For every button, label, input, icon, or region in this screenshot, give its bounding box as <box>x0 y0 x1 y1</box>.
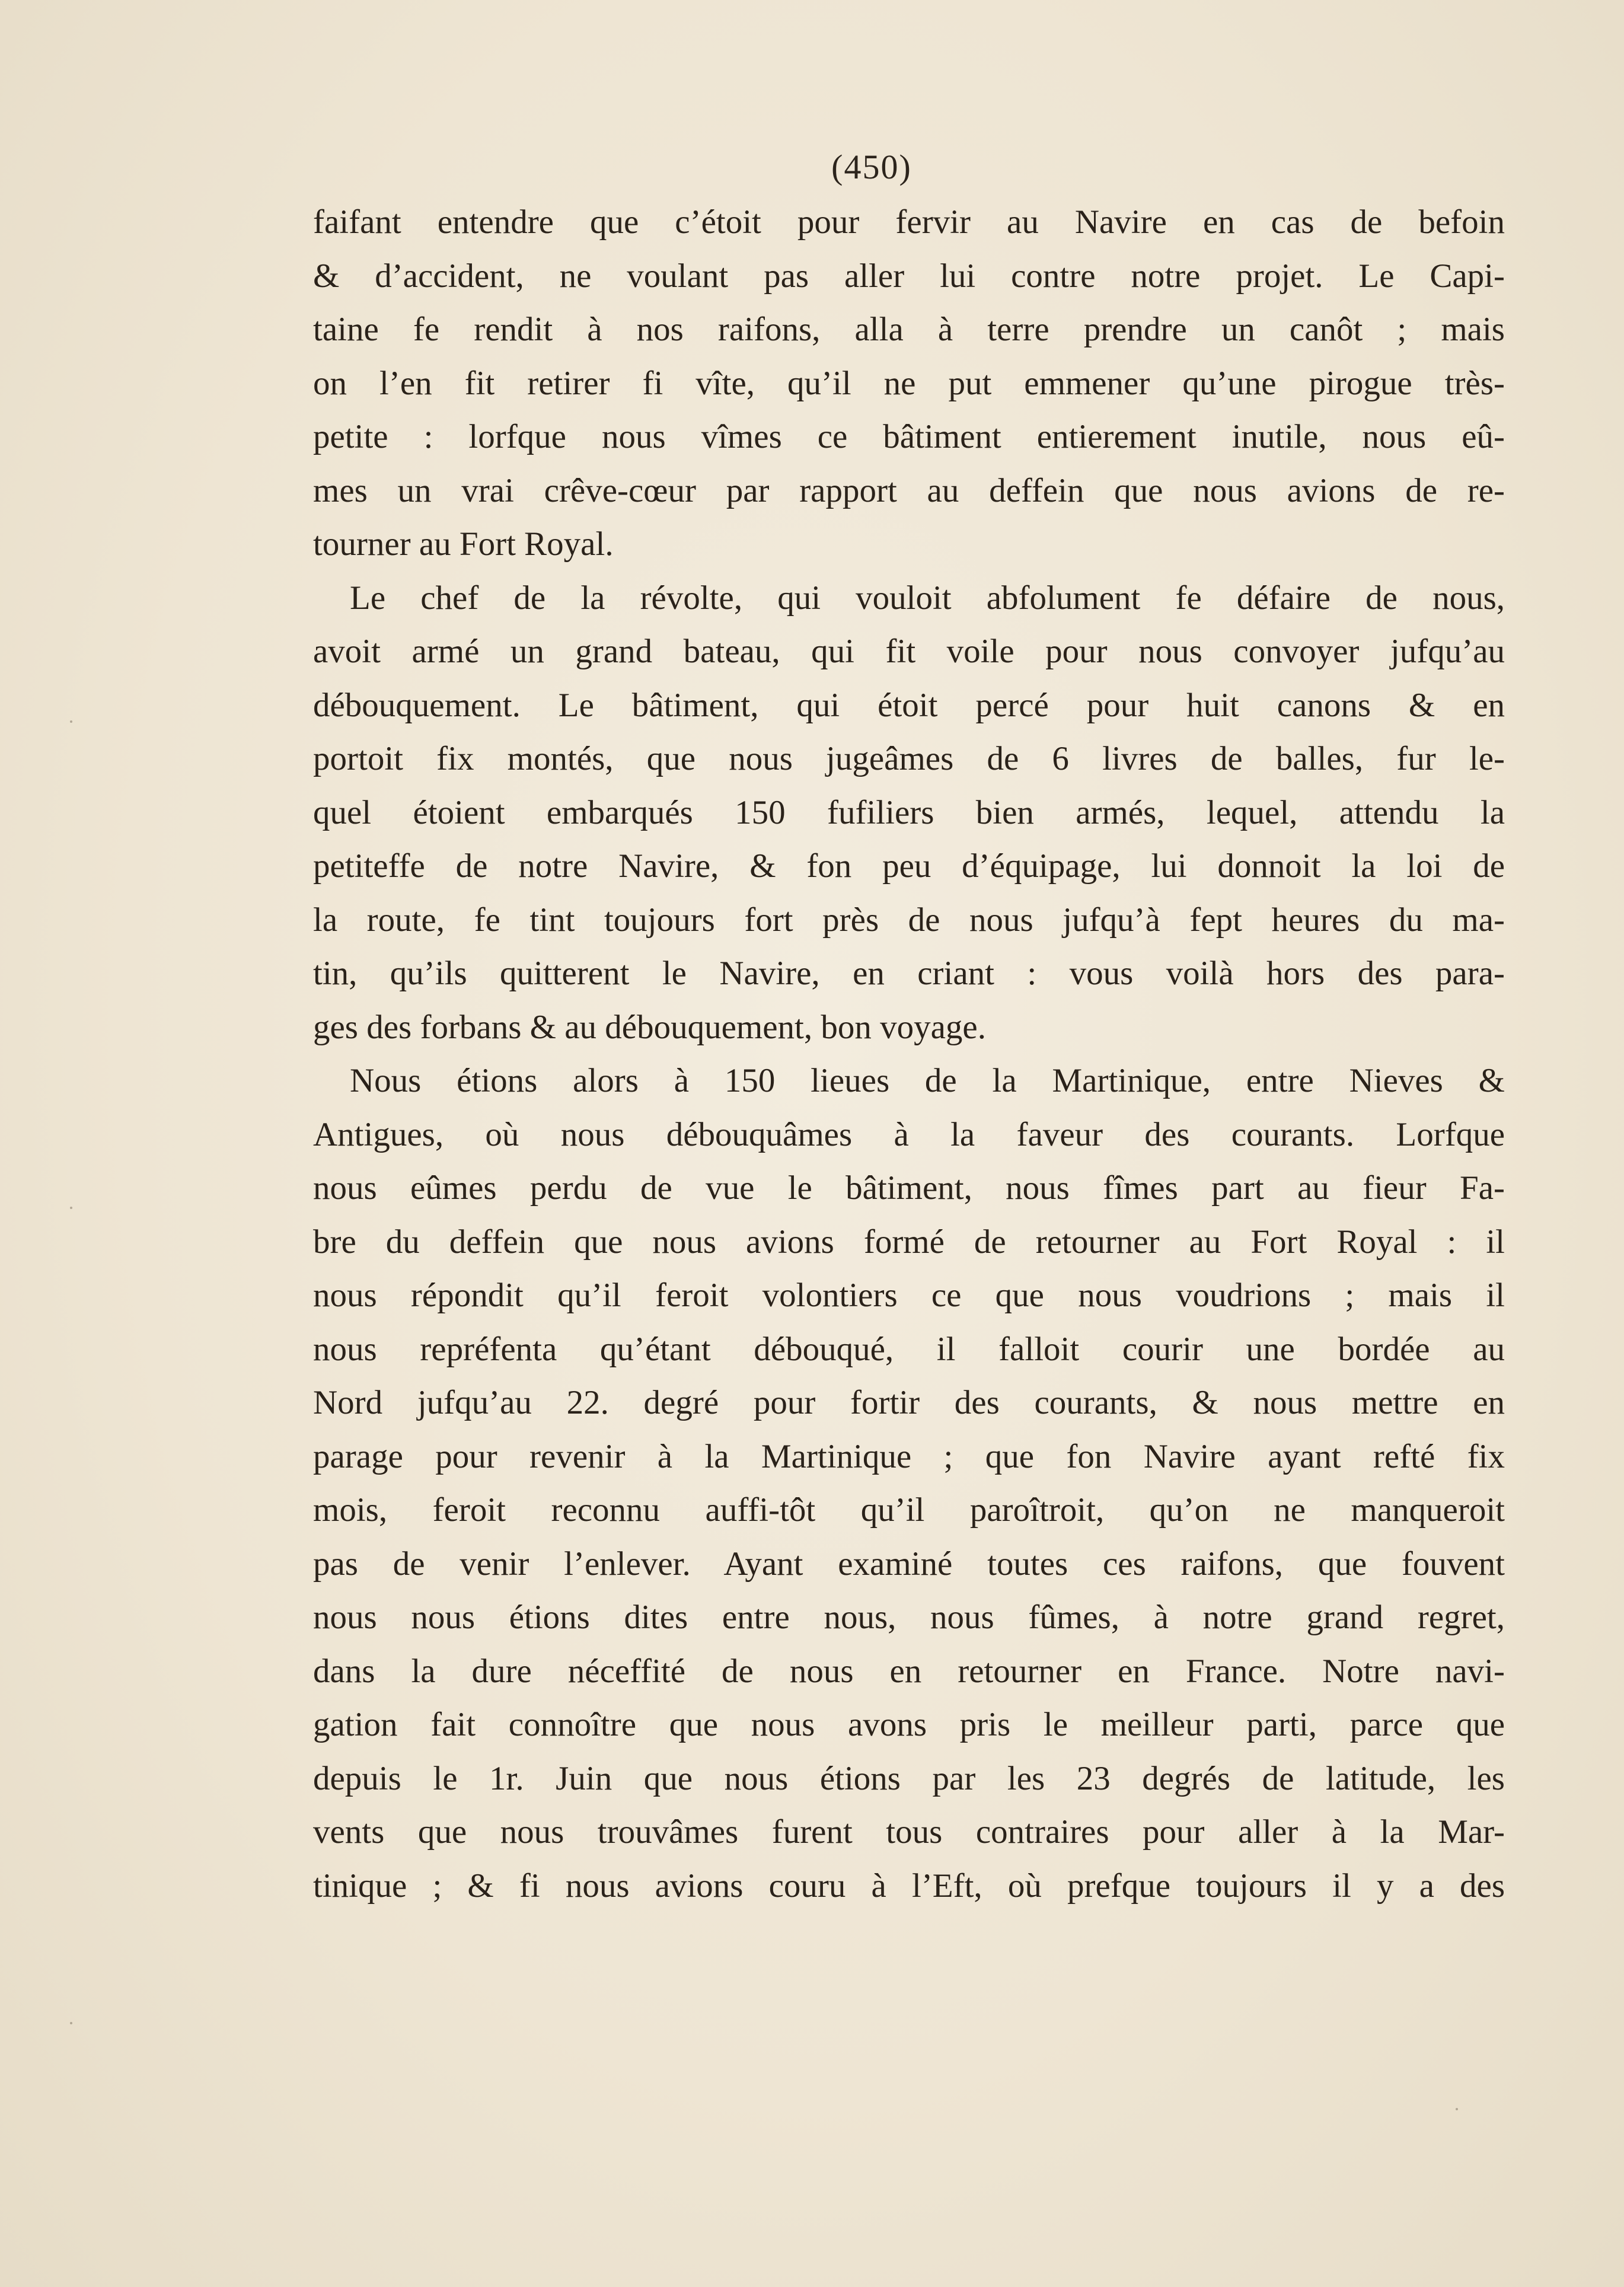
page-number: (450) <box>831 148 912 186</box>
text-line: Nous étions alors à 150 lieues de la Martinique, entre Nieves & <box>350 1062 1505 1099</box>
text-line: Nord jufqu’au 22. degré pour fortir des courants, & nous mettre en <box>313 1384 1505 1421</box>
text-line: faifant entendre que c’étoit pour fervir au Navire en cas de befoin <box>313 203 1505 241</box>
text-line: petiteffe de notre Navire, & fon peu d’équipage, lui donnoit la loi de <box>313 847 1505 885</box>
text-line: parage pour revenir à la Martinique ; que fon Navire ayant refté fix <box>313 1437 1505 1475</box>
text-line: nous répondit qu’il feroit volontiers ce que nous voudrions ; mais il <box>313 1277 1505 1314</box>
text-line: mes un vrai crêve-cœur par rapport au deffein que nous avions de re- <box>313 471 1505 509</box>
paper-speck <box>70 1207 72 1209</box>
text-line: débouquement. Le bâtiment, qui étoit percé pour huit canons & en <box>313 686 1505 724</box>
text-line: depuis le 1r. Juin que nous étions par les 23 degrés de latitude, les <box>313 1759 1505 1797</box>
text-line: & d’accident, ne voulant pas aller lui contre notre projet. Le Capi- <box>313 257 1505 295</box>
text-line: nous nous étions dites entre nous, nous fûmes, à notre grand regret, <box>313 1599 1505 1636</box>
text-line: tin, qu’ils quitterent le Navire, en criant : vous voilà hors des para- <box>313 955 1505 992</box>
body-text <box>313 196 1505 1913</box>
text-line: la route, fe tint toujours fort près de nous jufqu’à fept heures du ma- <box>313 901 1505 939</box>
text-line: ges des forbans & au débouquement, bon voyage. <box>313 1008 986 1046</box>
text-line: nous eûmes perdu de vue le bâtiment, nous fîmes part au fieur Fa- <box>313 1169 1505 1207</box>
paper-speck <box>70 2022 72 2024</box>
text-line: nous repréfenta qu’étant débouqué, il falloit courir une bordée au <box>313 1330 1505 1368</box>
text-line: tourner au Fort Royal. <box>313 525 614 563</box>
text-line: mois, feroit reconnu auffi-tôt qu’il paroîtroit, qu’on ne manqueroit <box>313 1491 1505 1529</box>
text-line: Le chef de la révolte, qui vouloit abfolument fe défaire de nous, <box>350 579 1505 617</box>
text-line: tinique ; & fi nous avions couru à l’Eft, où prefque toujours il y a des <box>313 1867 1505 1905</box>
text-line: pas de venir l’enlever. Ayant examiné toutes ces raifons, que fouvent <box>313 1545 1505 1583</box>
text-line: quel étoient embarqués 150 fufiliers bien armés, lequel, attendu la <box>313 793 1505 831</box>
text-line: Antigues, où nous débouquâmes à la faveur des courants. Lorfque <box>313 1115 1505 1153</box>
text-line: bre du deffein que nous avions formé de retourner au Fort Royal : il <box>313 1223 1505 1261</box>
paper-speck <box>1456 2108 1458 2110</box>
text-line: taine fe rendit à nos raifons, alla à terre prendre un canôt ; mais <box>313 311 1505 348</box>
paper-speck <box>70 720 72 723</box>
text-line: dans la dure néceffité de nous en retourner en France. Notre navi- <box>313 1652 1505 1690</box>
text-line: avoit armé un grand bateau, qui fit voile pour nous convoyer jufqu’au <box>313 633 1505 670</box>
text-line: vents que nous trouvâmes furent tous contraires pour aller à la Mar- <box>313 1813 1505 1851</box>
text-line: gation fait connoître que nous avons pris le meilleur parti, parce que <box>313 1706 1505 1743</box>
text-line: portoit fix montés, que nous jugeâmes de 6 livres de balles, fur le- <box>313 740 1505 777</box>
text-line: petite : lorfque nous vîmes ce bâtiment entierement inutile, nous eû- <box>313 418 1505 455</box>
text-line: on l’en fit retirer fi vîte, qu’il ne put emmener qu’une pirogue très- <box>313 364 1505 402</box>
